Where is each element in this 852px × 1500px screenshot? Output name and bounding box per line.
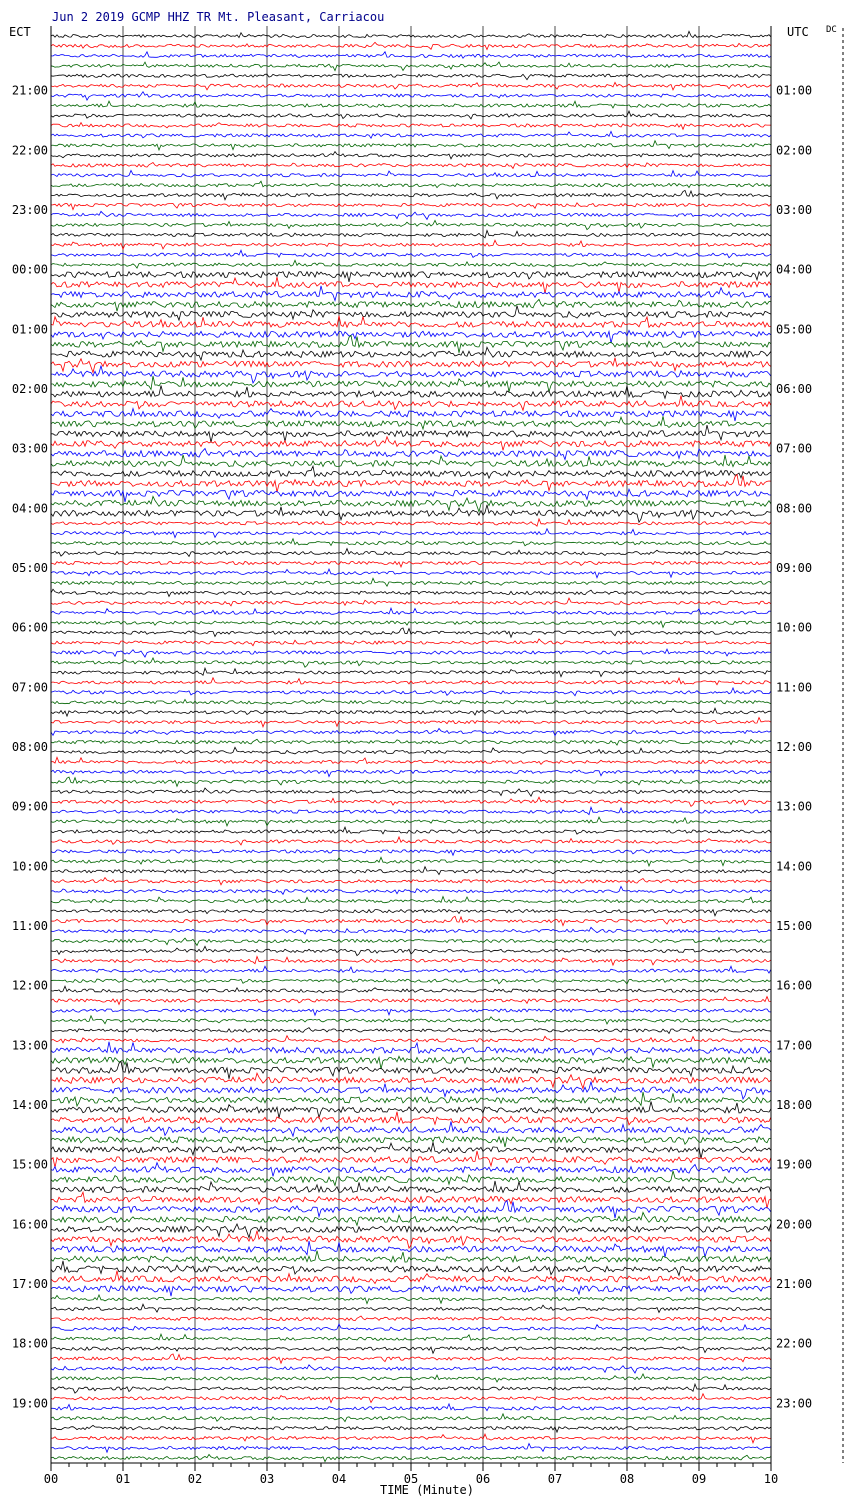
left-hour-label: 15:00 (11, 1157, 48, 1172)
right-hour-label: 16:00 (776, 978, 813, 993)
left-hour-label: 13:00 (11, 1038, 48, 1053)
left-hour-label: 08:00 (11, 740, 48, 754)
x-tick-label: 06 (475, 1472, 491, 1486)
right-hour-label: 07:00 (776, 441, 813, 456)
right-hour-label: 01:00 (776, 83, 813, 98)
x-tick-label: 10 (763, 1472, 779, 1486)
left-hour-label: 09:00 (11, 799, 48, 814)
x-tick-label: 07 (547, 1472, 563, 1486)
right-hour-label: 11:00 (776, 680, 813, 695)
right-hour-label: 14:00 (776, 859, 813, 874)
x-tick-label: 03 (259, 1472, 275, 1486)
left-hour-label: 18:00 (11, 1336, 48, 1351)
left-hour-label: 04:00 (11, 501, 48, 516)
left-hour-label: 06:00 (11, 620, 48, 635)
x-tick-label: 01 (115, 1472, 131, 1486)
left-hour-label: 10:00 (11, 859, 48, 874)
right-hour-label: 08:00 (776, 501, 813, 516)
right-hour-label: 22:00 (776, 1336, 813, 1351)
right-hour-label: 15:00 (776, 919, 813, 933)
right-hour-label: 17:00 (776, 1038, 813, 1053)
x-tick-label: 04 (331, 1472, 347, 1486)
right-hour-label: 10:00 (776, 620, 813, 635)
left-hour-label: 17:00 (11, 1277, 48, 1291)
left-hour-labels (12, 84, 48, 1411)
right-hour-label: 02:00 (776, 143, 813, 158)
x-tick-label: 00 (43, 1472, 59, 1486)
left-hour-label: 11:00 (11, 919, 48, 933)
right-hour-label: 20:00 (776, 1217, 813, 1232)
right-hour-label: 19:00 (776, 1157, 813, 1172)
left-hour-label: 22:00 (11, 143, 48, 158)
x-tick-label: 08 (619, 1472, 635, 1486)
right-hour-label: 23:00 (776, 1396, 813, 1411)
right-hour-label: 18:00 (776, 1098, 813, 1112)
chart-title: Jun 2 2019 GCMP HHZ TR Mt. Pleasant, Carriacou (52, 10, 385, 24)
x-tick-label: 05 (403, 1472, 419, 1486)
right-hour-labels (776, 84, 812, 1411)
right-timezone-label: UTC (787, 25, 809, 39)
left-hour-label: 00:00 (11, 262, 48, 277)
right-hour-label: 09:00 (776, 561, 813, 575)
right-hour-label: 03:00 (776, 203, 813, 217)
left-hour-label: 14:00 (11, 1098, 48, 1112)
left-hour-label: 21:00 (11, 83, 48, 98)
x-tick-label: 09 (691, 1472, 707, 1486)
left-hour-label: 19:00 (11, 1396, 48, 1411)
left-hour-label: 16:00 (11, 1217, 48, 1232)
right-hour-label: 21:00 (776, 1277, 813, 1291)
right-hour-label: 12:00 (776, 740, 813, 754)
left-hour-label: 02:00 (11, 382, 48, 396)
right-hour-label: 06:00 (776, 382, 813, 396)
right-hour-label: 13:00 (776, 799, 813, 814)
left-hour-label: 23:00 (11, 203, 48, 217)
dc-label: DC (826, 25, 837, 35)
left-hour-label: 03:00 (11, 441, 48, 456)
left-hour-label: 12:00 (11, 978, 48, 993)
right-hour-label: 05:00 (776, 322, 813, 337)
left-hour-label: 07:00 (11, 680, 48, 695)
left-timezone-label: ECT (9, 25, 31, 39)
left-hour-label: 05:00 (11, 561, 48, 575)
right-hour-label: 04:00 (776, 262, 813, 277)
x-axis-title: TIME (Minute) (380, 1483, 474, 1497)
x-tick-label: 02 (187, 1472, 203, 1486)
left-hour-label: 01:00 (11, 322, 48, 337)
